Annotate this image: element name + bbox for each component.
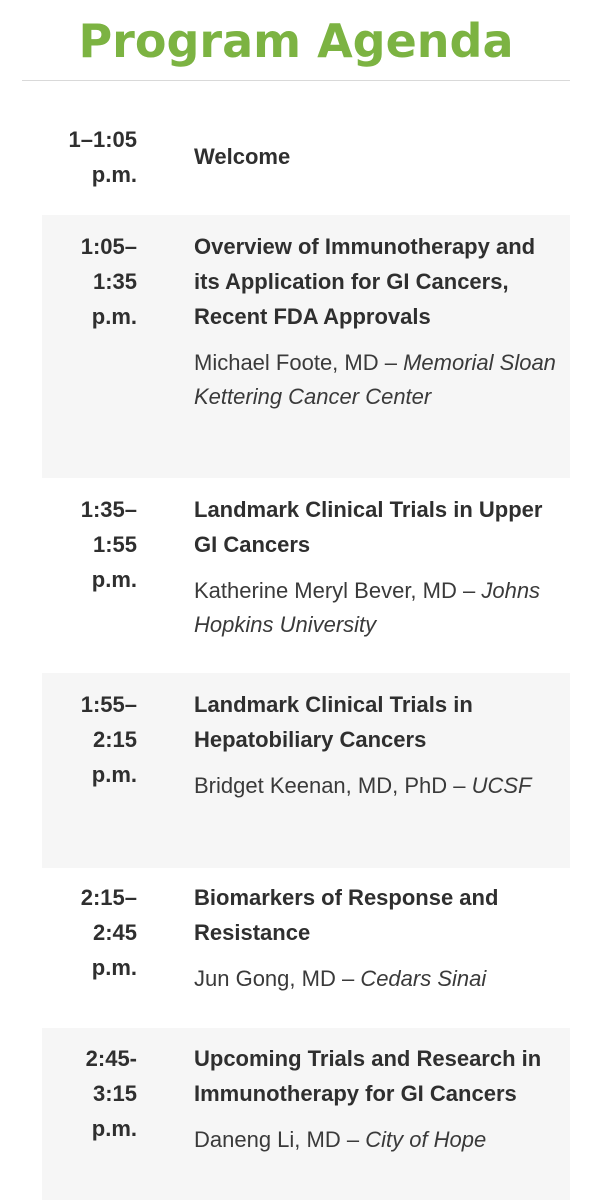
speaker-institution: Johns Hopkins University: [194, 578, 541, 637]
time-line: 2:15–: [80, 885, 137, 910]
session-speaker: [194, 769, 564, 803]
agenda-row-upper-gi: [42, 478, 570, 673]
time-line: 1:05–: [80, 234, 137, 259]
session-speaker: [194, 962, 564, 996]
agenda-row-hepatobiliary: [42, 673, 570, 868]
time-line: p.m.: [91, 762, 137, 787]
speaker-institution: Memorial Sloan Kettering Cancer Center: [194, 350, 556, 409]
session-title: Landmark Clinical Trials in Upper GI Cancers: [194, 497, 543, 557]
speaker-institution: Cedars Sinai: [360, 966, 487, 991]
time-line: p.m.: [91, 162, 137, 187]
session-title: Biomarkers of Response and Resistance: [194, 885, 499, 945]
session-time: [42, 687, 137, 792]
session-speaker: [194, 1123, 564, 1157]
session-details: [194, 687, 564, 803]
time-line: 1:55: [92, 532, 137, 557]
speaker-name: Michael Foote, MD –: [194, 350, 404, 375]
session-title: Upcoming Trials and Research in Immunotherapy for GI Cancers: [194, 1046, 542, 1106]
agenda-row-welcome: [42, 112, 570, 202]
time-line: 2:45-: [85, 1046, 137, 1071]
time-line: 1–1:05: [68, 127, 137, 152]
session-details: [194, 492, 564, 642]
time-line: 1:35–: [80, 497, 137, 522]
session-speaker: [194, 574, 564, 642]
speaker-name: Bridget Keenan, MD, PhD –: [194, 773, 472, 798]
speaker-name: Jun Gong, MD –: [194, 966, 361, 991]
agenda-row-biomarkers: [42, 868, 570, 1028]
speaker-name: Daneng Li, MD –: [194, 1127, 366, 1152]
time-line: 1:55–: [80, 692, 137, 717]
session-time: [42, 880, 137, 985]
session-details: [194, 229, 564, 414]
session-time: [42, 122, 137, 192]
speaker-institution: UCSF: [471, 773, 532, 798]
session-title: Welcome: [194, 144, 291, 169]
session-speaker: [194, 346, 564, 414]
agenda-row-overview: [42, 215, 570, 478]
session-details: [194, 880, 564, 996]
time-line: 1:35: [92, 269, 137, 294]
session-details: [194, 1041, 564, 1157]
agenda-row-upcoming-trials: [42, 1028, 570, 1200]
agenda-content: [22, 0, 570, 81]
time-line: p.m.: [91, 1116, 137, 1141]
time-line: p.m.: [91, 304, 137, 329]
speaker-name: Katherine Meryl Bever, MD –: [194, 578, 482, 603]
session-title: Overview of Immunotherapy and its Application for GI Cancers, Recent FDA Approvals: [194, 234, 536, 329]
page-title: Program Agenda: [78, 14, 514, 68]
session-time: [42, 1041, 137, 1146]
session-title: Landmark Clinical Trials in Hepatobiliary Cancers: [194, 692, 473, 752]
time-line: 2:45: [92, 920, 137, 945]
speaker-institution: City of Hope: [365, 1127, 487, 1152]
time-line: p.m.: [91, 955, 137, 980]
title-divider: [22, 80, 570, 81]
session-time: [42, 229, 137, 334]
time-line: 3:15: [92, 1081, 137, 1106]
session-details: [194, 139, 564, 174]
time-line: 2:15: [92, 727, 137, 752]
session-time: [42, 492, 137, 597]
time-line: p.m.: [91, 567, 137, 592]
